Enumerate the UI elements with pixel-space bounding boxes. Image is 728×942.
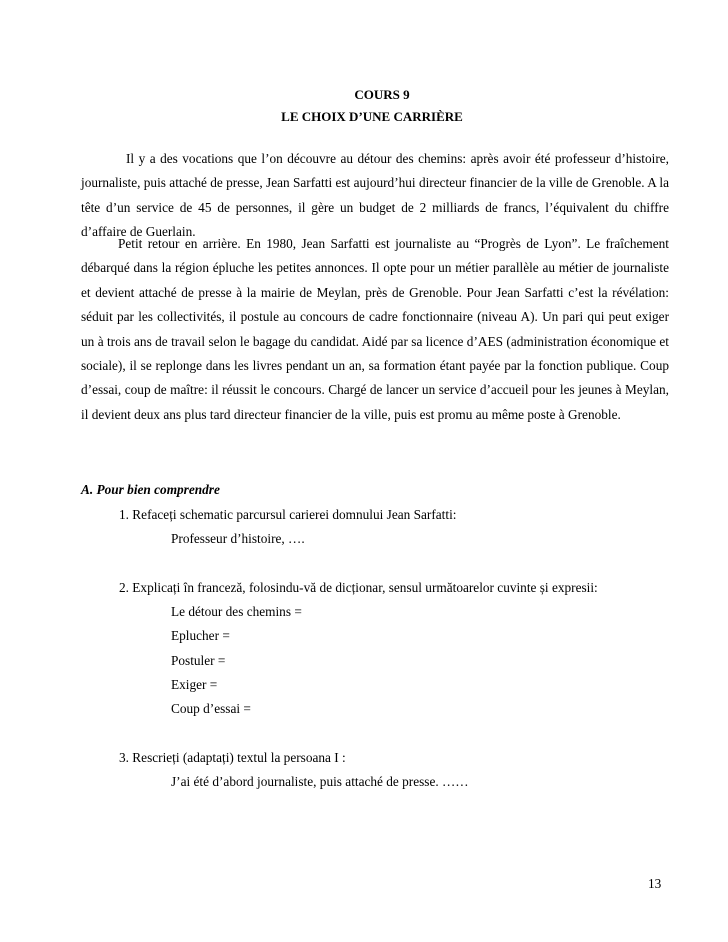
question-2-item: Coup d’essai = (171, 701, 251, 716)
question-3-answer: J’ai été d’abord journaliste, puis attaché de presse. …… (171, 774, 469, 789)
section-a-heading: A. Pour bien comprendre (81, 482, 220, 497)
page-number: 13 (648, 876, 662, 891)
question-2-item: Le détour des chemins = (171, 604, 302, 619)
course-label: COURS 9 (354, 87, 410, 102)
question-1-answer: Professeur d’histoire, …. (171, 531, 305, 546)
paragraph-1-text: Il y a des vocations que l’on découvre au détour des chemins: après avoir été professeur d’histoire, journaliste, puis attaché de presse, Jean Sarfatti est aujourd’hui directeur financier de la ville de Grenoble. A la tête d’un service de 45 de personnes, il gère un budget de 2 milliards de francs, l’équivalent du chiffre d’affaire de Guerlain. (81, 151, 669, 240)
question-2-item: Eplucher = (171, 628, 230, 643)
paragraph-2 (81, 232, 669, 427)
question-2-item: Exiger = (171, 677, 218, 692)
question-2-prompt: 2. Explicați în franceză, folosindu-vă de dicționar, sensul următoarelor cuvinte și expresii: (119, 580, 598, 595)
page-title: LE CHOIX D’UNE CARRIÈRE (281, 109, 463, 124)
question-3-prompt: 3. Rescrieți (adaptați) textul la persoana I : (119, 750, 346, 765)
question-1-prompt: 1. Refaceți schematic parcursul carierei domnului Jean Sarfatti: (119, 507, 457, 522)
paragraph-2-text: Petit retour en arrière. En 1980, Jean Sarfatti est journaliste au “Progrès de Lyon”. Le fraîchement débarqué dans la région épluche les petites annonces. Il opte pour un métier parallèle au métier de journaliste et devient attaché de presse à la mairie de Meylan, près de Grenoble. Pour Jean Sarfatti c’est la révélation: séduit par les collectivités, il postule au concours de cadre fonctionnaire (niveau A). Un pari qui peut exiger un à trois ans de travail selon le bagage du candidat. Aidé par sa licence d’AES (administration économique et sociale), il se replonge dans les livres pendant un an, sa formation étant payée par la fonction publique. Coup d’essai, coup de maître: il réussit le concours. Chargé de lancer un service d’accueil pour les jeunes à Meylan, il devient deux ans plus tard directeur financier de la ville, puis est promu au même poste à Grenoble. (81, 236, 669, 422)
paragraph-1 (81, 147, 669, 245)
question-2-item: Postuler = (171, 653, 226, 668)
